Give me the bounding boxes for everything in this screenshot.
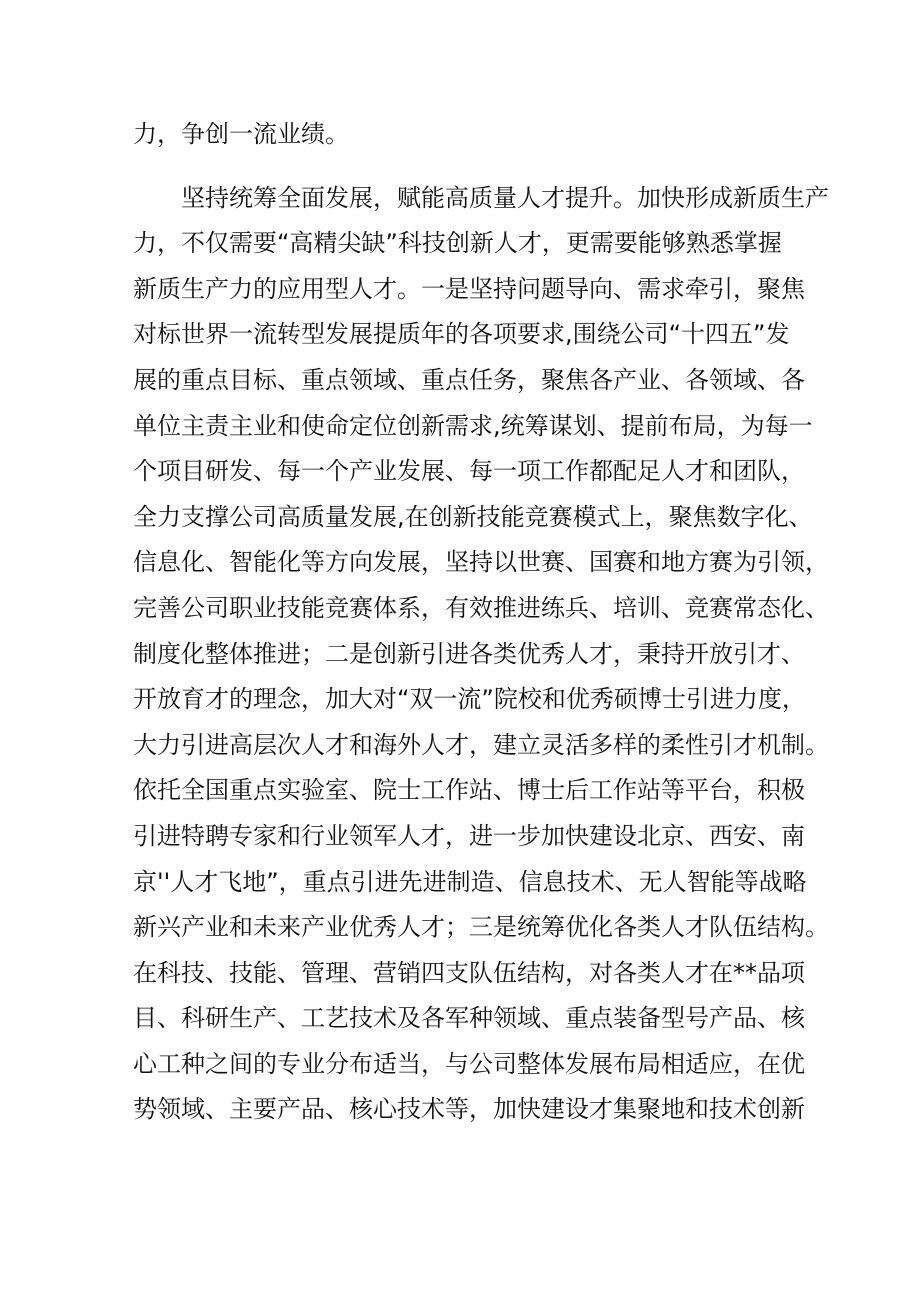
text-line: 依托全国重点实验室、院士工作站、博士后工作站等平台，积极 bbox=[133, 776, 805, 805]
paragraph-1 bbox=[133, 112, 813, 158]
text-line: 个项目研发、每一个产业发展、每一项工作都配足人才和团队， bbox=[133, 457, 805, 486]
text-line: 势领域、主要产品、核心技术等，加快建设才集聚地和技术创新 bbox=[133, 1095, 805, 1124]
text-line: 单位主责主业和使命定位创新需求,统筹谋划、提前布局，为每一 bbox=[133, 411, 813, 440]
document-body bbox=[133, 112, 829, 1133]
text-line: 在科技、技能、管理、营销四支队伍结构，对各类人才在**品项 bbox=[133, 958, 805, 987]
text-line: 对标世界一流转型发展提质年的各项要求,围绕公司“十四五”发 bbox=[133, 320, 790, 349]
text-line: 力，争创一流业绩。 bbox=[133, 120, 349, 148]
text-line: 展的重点目标、重点领域、重点任务，聚焦各产业、各领域、各 bbox=[133, 365, 805, 394]
text-line: 完善公司职业技能竞赛体系，有效推进练兵、培训、竞赛常态化、 bbox=[133, 593, 829, 622]
text-line: 目、科研生产、工艺技术及各军种领域、重点装备型号产品、核 bbox=[133, 1004, 805, 1033]
text-line: 开放育才的理念，加大对“双一流”院校和优秀硕博士引进力度， bbox=[133, 685, 806, 714]
text-line: 新质生产力的应用型人才。一是坚持问题导向、需求牵引，聚焦 bbox=[133, 274, 805, 303]
text-line: 信息化、智能化等方向发展，坚持以世赛、国赛和地方赛为引领， bbox=[133, 548, 829, 577]
paragraph-gap bbox=[133, 158, 813, 176]
text-line: 制度化整体推进；二是创新引进各类优秀人才，秉持开放引才、 bbox=[133, 639, 805, 668]
text-line: 心工种之间的专业分布适当，与公司整体发展布局相适应，在优 bbox=[133, 1049, 805, 1078]
text-line: 大力引进高层次人才和海外人才，建立灵活多样的柔性引才机制。 bbox=[133, 730, 829, 759]
text-line: 新兴产业和未来产业优秀人才；三是统筹优化各类人才队伍结构。 bbox=[133, 913, 829, 942]
text-line: 引进特聘专家和行业领军人才，进一步加快建设北京、西安、南 bbox=[133, 821, 805, 850]
paragraph-2 bbox=[133, 176, 829, 1133]
text-line: 全力支撑公司高质量发展,在创新技能竞赛模式上，聚焦数字化、 bbox=[133, 502, 813, 531]
text-line: 坚持统筹全面发展，赋能高质量人才提升。加快形成新质生产 bbox=[181, 183, 829, 212]
text-line: 力，不仅需要“高精尖缺”科技创新人才，更需要能够熟悉掌握 bbox=[133, 229, 782, 258]
text-line: 京''人才飞地”，重点引进先进制造、信息技术、无人智能等战略 bbox=[133, 867, 807, 896]
